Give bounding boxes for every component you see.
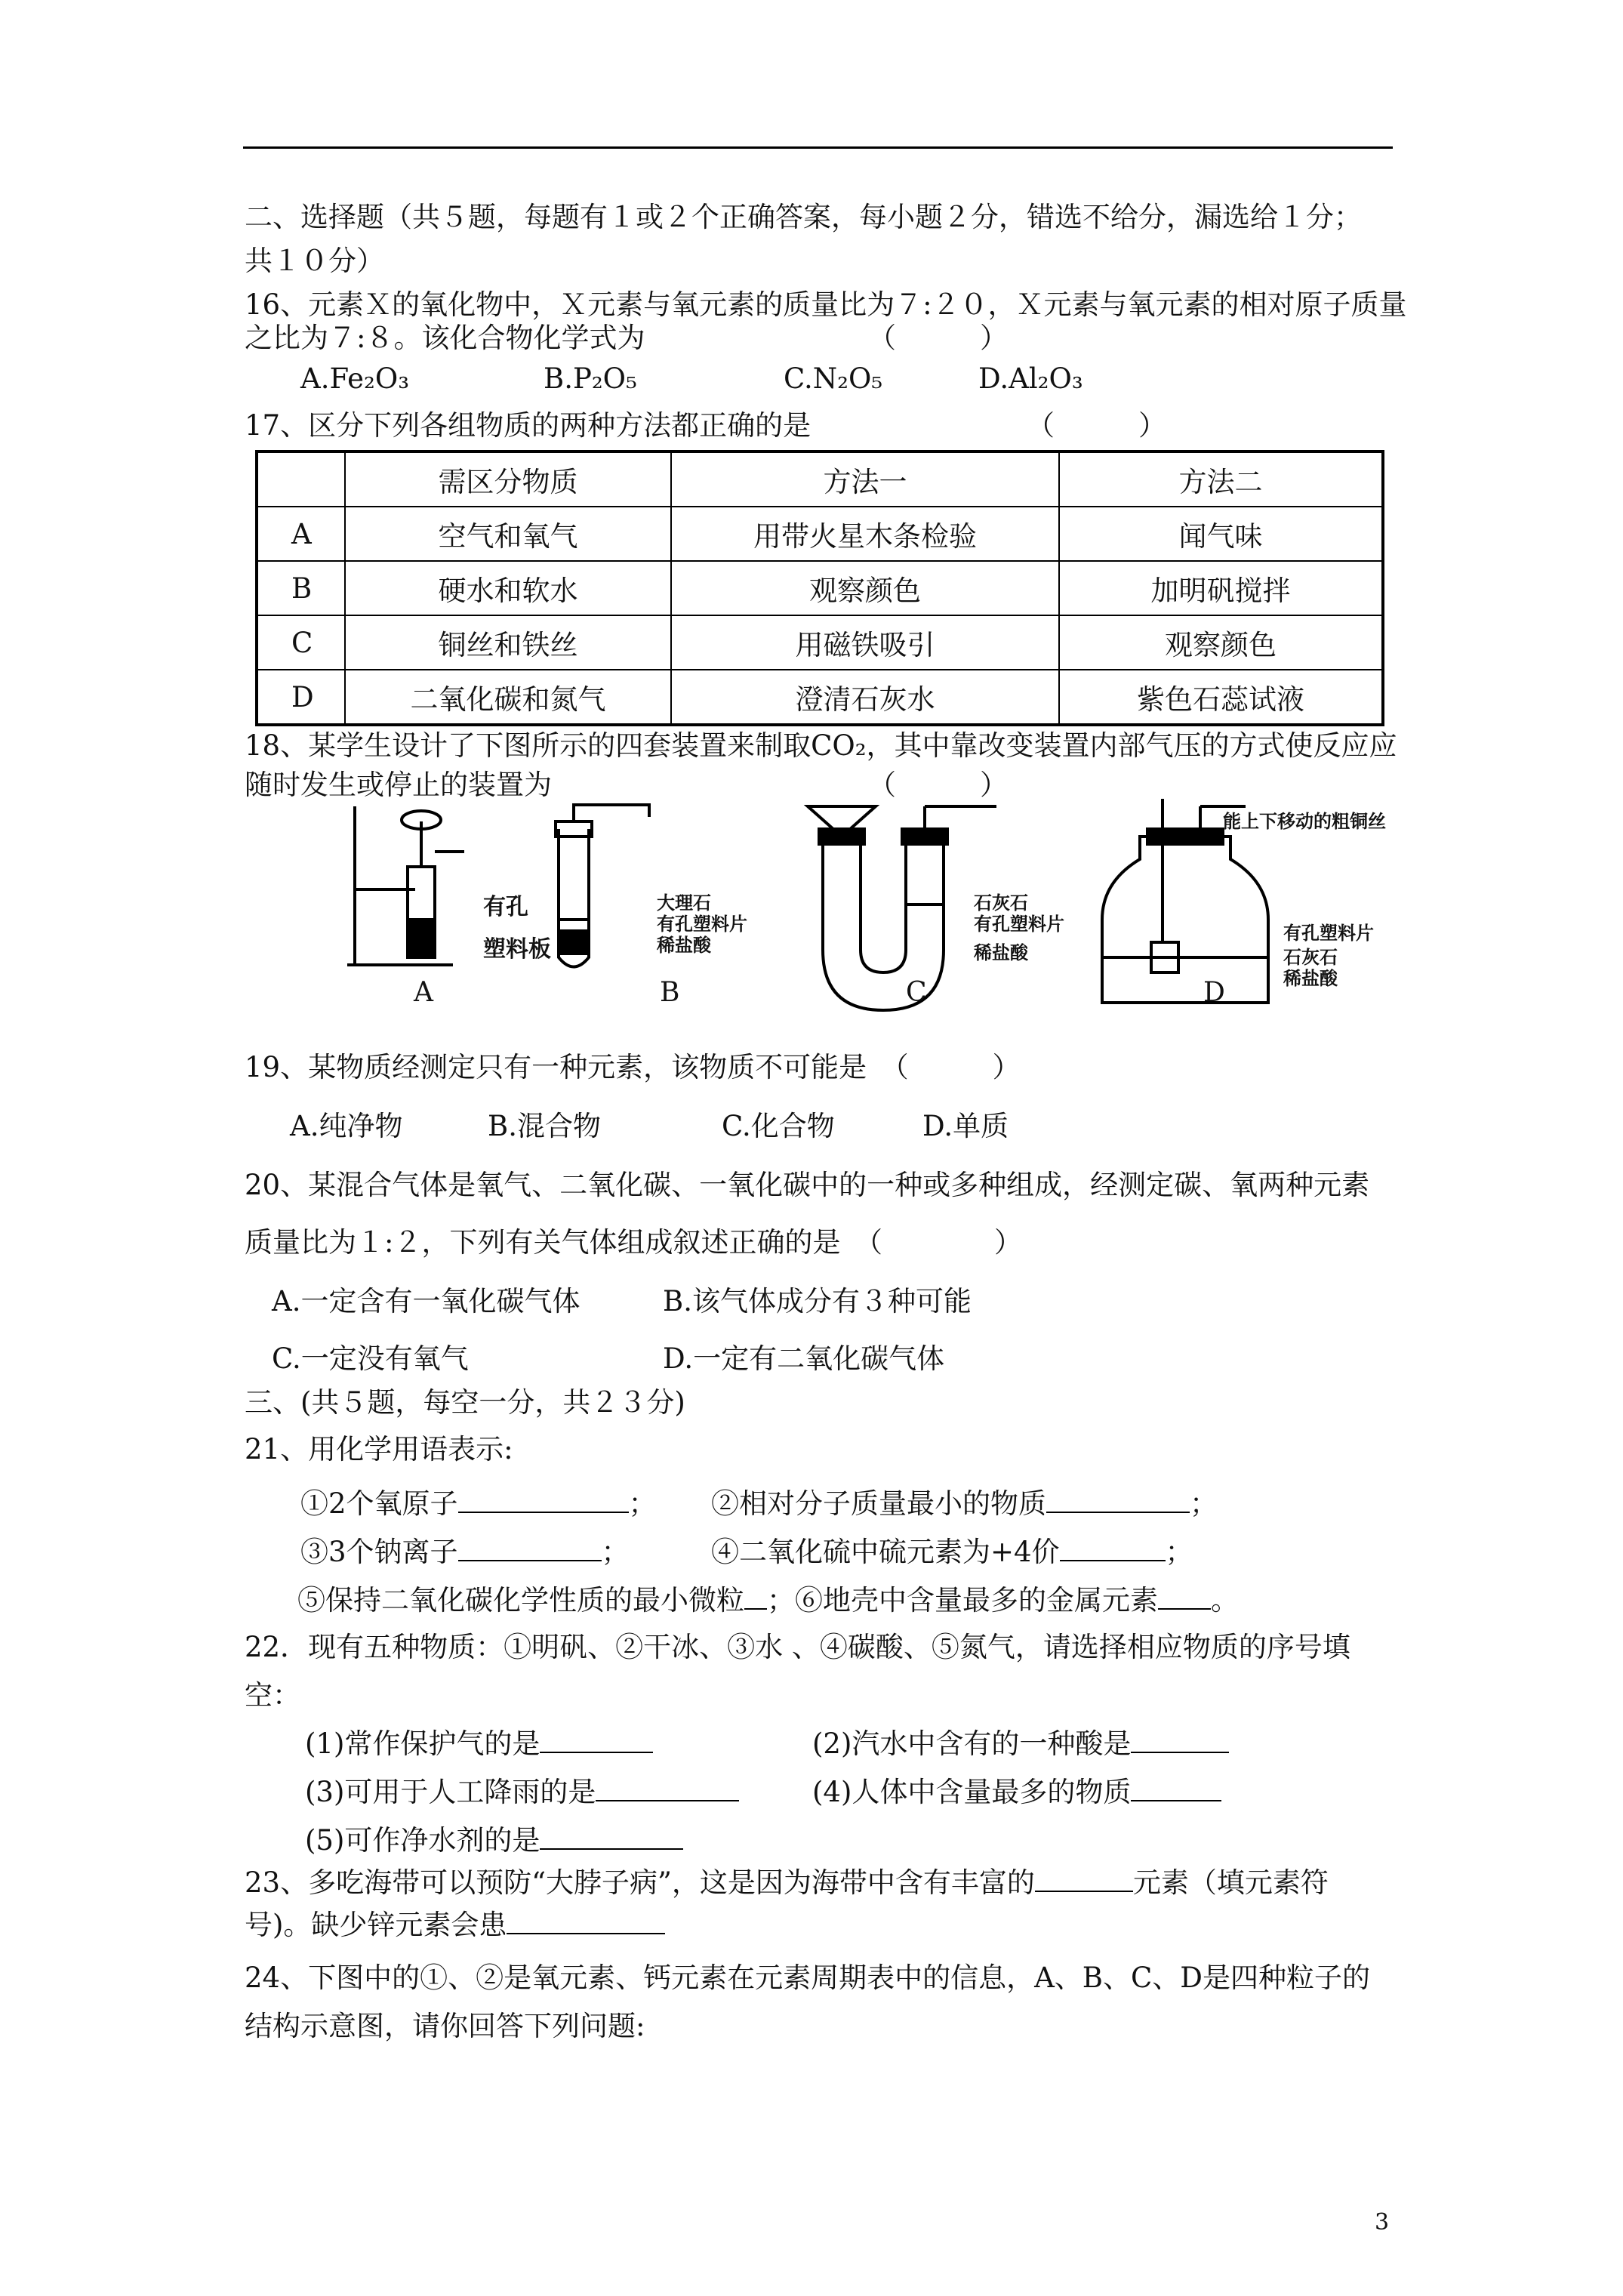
section2-heading-line1: 二、选择题（共５题，每题有１或２个正确答案，每小题２分，错选不给分，漏选给１分； (245, 201, 1362, 233)
fig-text-b1: 大理石 (657, 892, 711, 914)
fig-text-b3: 稀盐酸 (657, 934, 711, 956)
table-row (257, 615, 1383, 670)
q16-option-a: A.Fe₂O₃ (300, 362, 410, 395)
table-header: 方法二 (1059, 451, 1383, 507)
fig-text-d3: 稀盐酸 (1283, 967, 1338, 989)
q21-item2 (711, 1486, 1218, 1522)
semicolon: ； (628, 1487, 657, 1520)
q23-text-a: 23、多吃海带可以预防“大脖子病”，这是因为海带中含有丰富的 (245, 1866, 1035, 1899)
q20-line2: 质量比为１:２，下列有关气体组成叙述正确的是 （ ） (245, 1226, 1022, 1259)
apparatus-a (347, 806, 464, 965)
q21-item3 (300, 1534, 630, 1570)
q19-stem: 19、某物质经测定只有一种元素，该物质不可能是 （ ） (245, 1051, 1021, 1083)
q17-table (255, 450, 1384, 726)
fig-label-d: D (1203, 977, 1225, 1008)
semicolon: ； (1190, 1487, 1218, 1520)
table-cell: 铜丝和铁丝 (345, 615, 671, 670)
q22-item3 (305, 1774, 739, 1811)
table-row (257, 507, 1383, 561)
fig-label-c: C (906, 977, 927, 1008)
q24-line1: 24、下图中的①、②是氧元素、钙元素在元素周期表中的信息，A、B、C、D是四种粒子的 (245, 1962, 1370, 1994)
fig-text-d2: 石灰石 (1283, 946, 1338, 968)
q19-option-d: D.单质 (922, 1110, 1009, 1142)
semicolon: ； (1165, 1536, 1193, 1568)
table-cell: 观察颜色 (671, 561, 1059, 615)
table-cell: 二氧化碳和氮气 (345, 670, 671, 725)
q22-item5 (305, 1823, 683, 1859)
table-header-row (257, 451, 1383, 507)
q21-stem: 21、用化学用语表示: (245, 1433, 513, 1465)
q16-line1: 16、元素Ｘ的氧化物中，Ｘ元素与氧元素的质量比为７:２０，Ｘ元素与氧元素的相对原子质量 (245, 288, 1407, 321)
q21-item1-label: ①2个氧原子 (300, 1487, 458, 1520)
answer-blank[interactable] (1158, 1583, 1211, 1610)
table-cell: 空气和氧气 (345, 507, 671, 561)
header-rule (243, 146, 1393, 149)
table-header: 需区分物质 (345, 451, 671, 507)
answer-blank[interactable] (1131, 1774, 1221, 1801)
q22-item1-label: (1)常作保护气的是 (305, 1727, 540, 1760)
q16-paren: （ ） (868, 322, 1008, 354)
q20-option-c: C.一定没有氧气 (272, 1342, 469, 1375)
answer-blank[interactable] (458, 1486, 629, 1513)
q21-item4 (711, 1534, 1193, 1570)
q22-item2-label: (2)汽水中含有的一种酸是 (812, 1727, 1132, 1760)
q19-option-a: A.纯净物 (290, 1110, 403, 1142)
fig-text-c1: 石灰石 (974, 892, 1028, 914)
period: 。 (1211, 1584, 1239, 1616)
q19-option-b: B.混合物 (488, 1110, 601, 1142)
q22-item4-label: (4)人体中含量最多的物质 (812, 1776, 1132, 1808)
table-cell: 紫色石蕊试液 (1059, 670, 1383, 725)
q22-line2: 空： (245, 1679, 300, 1712)
table-cell: 加明矾搅拌 (1059, 561, 1383, 615)
q24-line2: 结构示意图，请你回答下列问题: (245, 2010, 645, 2042)
fig-text-a2: 塑料板 (483, 936, 551, 963)
q16-line2: 之比为７:８。该化合物化学式为 (245, 322, 645, 354)
q21-item6-label: ⑥地壳中含量最多的金属元素 (795, 1584, 1158, 1616)
q19-option-c: C.化合物 (722, 1110, 835, 1142)
answer-blank[interactable] (540, 1726, 653, 1753)
answer-blank[interactable] (458, 1534, 602, 1561)
table-cell: A (257, 507, 345, 561)
answer-blank[interactable] (540, 1823, 683, 1850)
q22-item5-label: (5)可作净水剂的是 (305, 1824, 540, 1857)
q22-item1 (305, 1726, 653, 1762)
apparatus-c (808, 806, 996, 1010)
answer-blank[interactable] (744, 1583, 767, 1610)
fig-label-a: A (414, 977, 433, 1008)
q23-text-c: 号)。缺少锌元素会患 (245, 1909, 507, 1941)
fig-text-c2: 有孔塑料片 (974, 913, 1064, 935)
table-cell: D (257, 670, 345, 725)
fig-text-c3: 稀盐酸 (974, 942, 1028, 963)
q16-option-d: D.Al₂O₃ (978, 362, 1083, 395)
answer-blank[interactable] (596, 1774, 739, 1801)
page-number: 3 (1375, 2209, 1390, 2236)
q23-text-b: 元素（填元素符 (1132, 1866, 1329, 1899)
table-row (257, 670, 1383, 725)
fig-text-b2: 有孔塑料片 (657, 913, 747, 935)
q18-paren: （ ） (868, 769, 1008, 801)
q22-item4 (812, 1774, 1221, 1811)
q20-option-a: A.一定含有一氧化碳气体 (272, 1285, 581, 1318)
answer-blank[interactable] (507, 1907, 665, 1934)
answer-blank[interactable] (1035, 1865, 1133, 1892)
q22-item3-label: (3)可用于人工降雨的是 (305, 1776, 596, 1808)
table-cell: 观察颜色 (1059, 615, 1383, 670)
table-header: 方法一 (671, 451, 1059, 507)
table-cell: 硬水和软水 (345, 561, 671, 615)
q21-item1 (300, 1486, 657, 1522)
q18-line1: 18、某学生设计了下图所示的四套装置来制取CO₂，其中靠改变装置内部气压的方式使反应应 (245, 729, 1397, 762)
section2-heading-line2: 共１０分） (245, 245, 384, 277)
q18-line2: 随时发生或停止的装置为 (245, 769, 552, 801)
answer-blank[interactable] (1046, 1486, 1190, 1513)
q21-item5-label: ⑤保持二氧化碳化学性质的最小微粒 (297, 1584, 744, 1616)
q16-option-c: C.N₂O₅ (784, 362, 883, 395)
q17-stem: 17、区分下列各组物质的两种方法都正确的是 (245, 409, 812, 442)
answer-blank[interactable] (1060, 1534, 1166, 1561)
q20-option-b: B.该气体成分有３种可能 (663, 1285, 972, 1318)
table-cell: C (257, 615, 345, 670)
q21-item56 (297, 1583, 1239, 1619)
answer-blank[interactable] (1131, 1726, 1229, 1753)
q23-line2 (245, 1907, 665, 1943)
semicolon: ； (601, 1536, 630, 1568)
apparatus-b (556, 805, 649, 967)
fig-text-d1: 有孔塑料片 (1283, 922, 1374, 944)
table-cell: B (257, 561, 345, 615)
q16-option-b: B.P₂O₅ (544, 362, 637, 395)
table-cell: 闻气味 (1059, 507, 1383, 561)
table-cell: 澄清石灰水 (671, 670, 1059, 725)
fig-text-a1: 有孔 (483, 894, 528, 920)
q21-item3-label: ③3个钠离子 (300, 1536, 458, 1568)
q20-line1: 20、某混合气体是氧气、二氧化碳、一氧化碳中的一种或多种组成，经测定碳、氧两种元素 (245, 1169, 1370, 1201)
section3-heading: 三、(共５题，每空一分，共２３分) (245, 1386, 685, 1419)
q21-item2-label: ②相对分子质量最小的物质 (711, 1487, 1046, 1520)
table-cell: 用带火星木条检验 (671, 507, 1059, 561)
table-cell (257, 451, 345, 507)
semicolon: ； (767, 1584, 795, 1616)
q21-item4-label: ④二氧化硫中硫元素为+4价 (711, 1536, 1060, 1568)
fig-label-b: B (660, 977, 680, 1008)
table-cell: 用磁铁吸引 (671, 615, 1059, 670)
q23-line1 (245, 1865, 1329, 1901)
q17-paren: （ ） (1027, 409, 1166, 442)
q22-line1: 22．现有五种物质：①明矾、②干冰、③水 、④碳酸、⑤氮气，请选择相应物质的序号填 (245, 1631, 1350, 1663)
q20-option-d: D.一定有二氧化碳气体 (663, 1342, 945, 1375)
q22-item2 (812, 1726, 1229, 1762)
table-row (257, 561, 1383, 615)
fig-text-d0: 能上下移动的粗铜丝 (1223, 810, 1386, 832)
